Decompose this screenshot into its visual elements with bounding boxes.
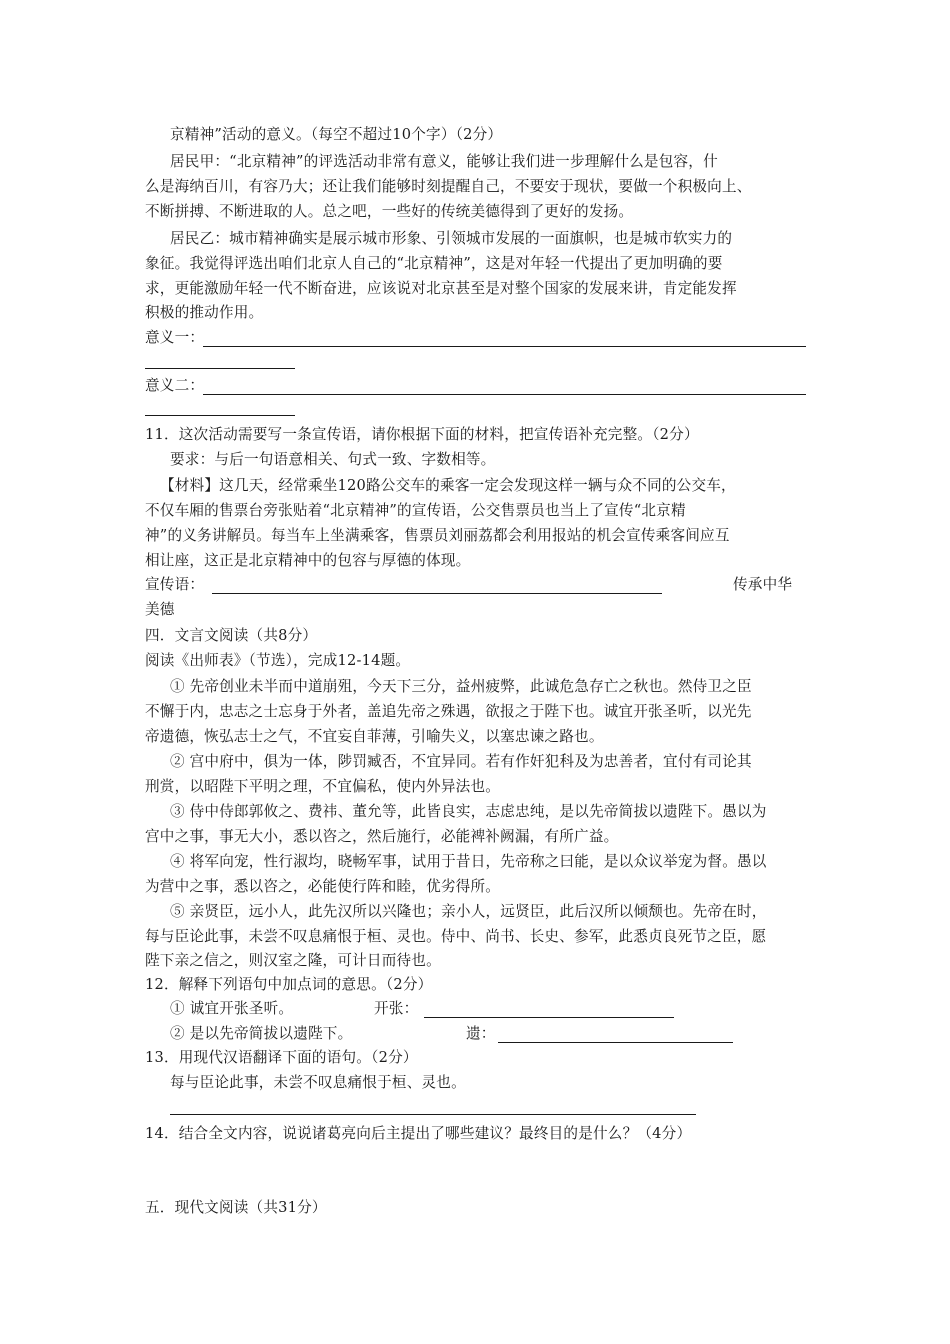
resident-a-line-3: 不断拼搏、不断进取的人。总之吧，一些好的传统美德得到了更好的发扬。 bbox=[145, 203, 634, 220]
passage-para-5-line-1: ⑤ 亲贤臣，远小人，此先汉所以兴隆也；亲小人，远贤臣，此后汉所以倾颓也。先帝在时， bbox=[170, 903, 767, 920]
resident-b-line-4: 积极的推动作用。 bbox=[145, 304, 264, 321]
section-4-title: 四．文言文阅读（共8分） bbox=[145, 627, 318, 644]
passage-para-5-line-2: 每与臣论此事，未尝不叹息痛恨于桓、灵也。侍中、尚书、长史、参军，此悉贞良死节之臣，愿 bbox=[145, 928, 767, 945]
passage-para-3-line-2: 宫中之事，事无大小，悉以咨之，然后施行，必能裨补阙漏，有所广益。 bbox=[145, 828, 619, 845]
q13-sentence: 每与臣论此事，未尝不叹息痛恨于桓、灵也。 bbox=[170, 1074, 466, 1091]
q12-item-2: ② 是以先帝简拔以遗陛下。 bbox=[170, 1025, 353, 1042]
meaning-1-answer-line-2[interactable] bbox=[145, 368, 295, 369]
section-5-title: 五．现代文阅读（共31分） bbox=[145, 1199, 327, 1216]
meaning-2-answer-line[interactable] bbox=[203, 394, 806, 395]
passage-para-1-line-1: ① 先帝创业未半而中道崩殂，今天下三分，益州疲弊，此诚危急存亡之秋也。然侍卫之臣 bbox=[170, 678, 752, 695]
q11-material-line-4: 相让座，这正是北京精神中的包容与厚德的体现。 bbox=[145, 552, 471, 569]
reading-intro: 阅读《出师表》（节选），完成12-14题。 bbox=[145, 652, 411, 669]
meaning-2-label: 意义二： bbox=[145, 377, 205, 394]
meaning-1-label: 意义一： bbox=[145, 329, 205, 346]
passage-para-2-line-1: ② 宫中府中，俱为一体，陟罚臧否，不宜异同。若有作奸犯科及为忠善者，宜付有司论其 bbox=[170, 753, 752, 770]
q13-answer-line[interactable] bbox=[170, 1114, 696, 1115]
q12-title: 12．解释下列语句中加点词的意思。（2分） bbox=[145, 976, 433, 993]
resident-b-line-3: 求，更能激励年轻一代不断奋进，应该说对北京甚至是对整个国家的发展来讲，肯定能发挥 bbox=[145, 280, 737, 297]
q11-material-line-1: 【材料】这几天，经常乘坐120路公交车的乘客一定会发现这样一辆与众不同的公交车， bbox=[160, 477, 736, 494]
passage-para-4-line-2: 为营中之事，悉以咨之，必能使行阵和睦，优劣得所。 bbox=[145, 878, 501, 895]
q12-item-2-word: 遗： bbox=[466, 1025, 496, 1042]
passage-para-4-line-1: ④ 将军向宠，性行淑均，晓畅军事，试用于昔日，先帝称之曰能，是以众议举宠为督。愚以 bbox=[170, 853, 767, 870]
passage-para-5-line-3: 陛下亲之信之，则汉室之隆，可计日而待也。 bbox=[145, 952, 441, 969]
slogan-answer-line[interactable] bbox=[212, 593, 662, 594]
resident-a-line-2: 么是海纳百川，有容乃大；还让我们能够时刻提醒自己，不要安于现状，要做一个积极向上、 bbox=[145, 178, 752, 195]
slogan-label: 宣传语： bbox=[145, 576, 205, 593]
meaning-1-answer-line[interactable] bbox=[203, 346, 806, 347]
q13-title: 13．用现代汉语翻译下面的语句。（2分） bbox=[145, 1049, 418, 1066]
q11-material-line-3: 神”的义务讲解员。每当车上坐满乘客，售票员刘丽荔都会利用报站的机会宣传乘客间应互 bbox=[145, 527, 730, 544]
resident-a-line-1: 居民甲：“北京精神”的评选活动非常有意义，能够让我们进一步理解什么是包容，什 bbox=[170, 153, 718, 170]
passage-para-1-line-3: 帝遗德，恢弘志士之气，不宜妄自菲薄，引喻失义，以塞忠谏之路也。 bbox=[145, 728, 604, 745]
slogan-tail-continued: 美德 bbox=[145, 601, 175, 618]
q12-item-2-answer-line[interactable] bbox=[498, 1042, 733, 1043]
meaning-2-answer-line-2[interactable] bbox=[145, 415, 295, 416]
q10-continuation: 京精神”活动的意义。（每空不超过10个字）（2分） bbox=[170, 126, 503, 143]
passage-para-3-line-1: ③ 侍中侍郎郭攸之、费祎、董允等，此皆良实，志虑忠纯，是以先帝简拔以遗陛下。愚以为 bbox=[170, 803, 767, 820]
q14-title: 14．结合全文内容，说说诸葛亮向后主提出了哪些建议？最终目的是什么？（4分） bbox=[145, 1125, 692, 1142]
q11-requirement: 要求：与后一句语意相关、句式一致、字数相等。 bbox=[170, 451, 496, 468]
q11-material-line-2: 不仅车厢的售票台旁张贴着“北京精神”的宣传语，公交售票员也当上了宣传“北京精 bbox=[145, 502, 686, 519]
passage-para-1-line-2: 不懈于内，忠志之士忘身于外者，盖追先帝之殊遇，欲报之于陛下也。诚宜开张圣听，以光先 bbox=[145, 703, 752, 720]
resident-b-line-1: 居民乙：城市精神确实是展示城市形象、引领城市发展的一面旗帜，也是城市软实力的 bbox=[170, 230, 733, 247]
q11-title: 11．这次活动需要写一条宣传语，请你根据下面的材料，把宣传语补充完整。（2分） bbox=[145, 426, 699, 443]
slogan-tail: 传承中华 bbox=[733, 576, 793, 593]
resident-b-line-2: 象征。我觉得评选出咱们北京人自己的“北京精神”，这是对年轻一代提出了更加明确的要 bbox=[145, 255, 723, 272]
q12-item-1-word: 开张： bbox=[374, 1000, 419, 1017]
q12-item-1-answer-line[interactable] bbox=[424, 1017, 674, 1018]
q12-item-1: ① 诚宜开张圣听。 bbox=[170, 1000, 294, 1017]
passage-para-2-line-2: 刑赏，以昭陛下平明之理，不宜偏私，使内外异法也。 bbox=[145, 778, 501, 795]
